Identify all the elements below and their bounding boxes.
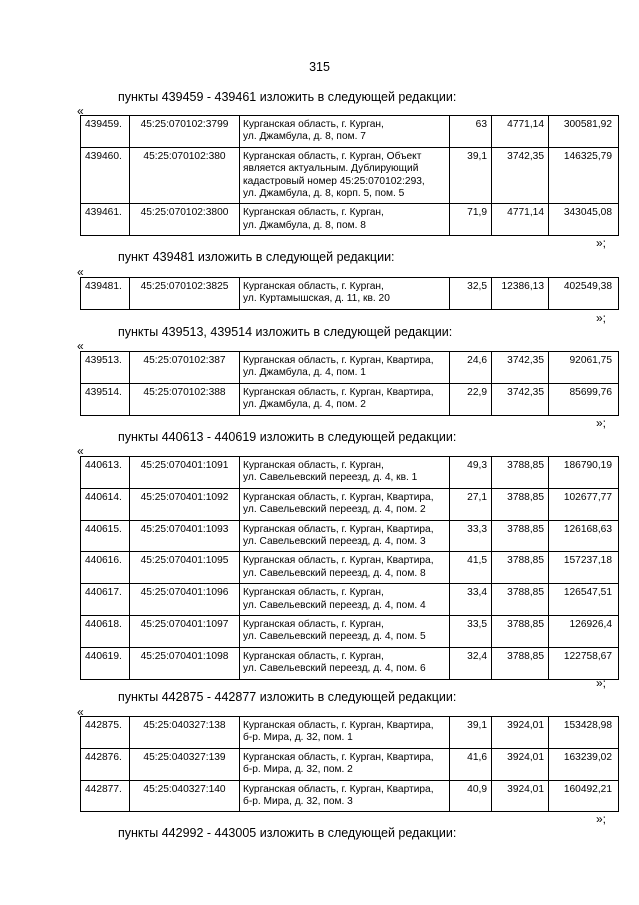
row-number: 440615. — [81, 520, 130, 552]
cadastral-number: 45:25:070401:1098 — [130, 647, 240, 679]
row-number: 439460. — [81, 147, 130, 204]
cadastral-value: 300581,92 — [549, 116, 619, 148]
table-row — [81, 457, 619, 489]
close-quote: »; — [596, 676, 607, 690]
address: Курганская область, г. Курган, Квартира, ул. Савельевский переезд, д. 4, пом. 2 — [240, 488, 450, 520]
table-row — [81, 552, 619, 584]
record-table — [80, 456, 619, 680]
row-number: 439514. — [81, 383, 130, 415]
cadastral-number: 45:25:070401:1096 — [130, 584, 240, 616]
section-heading: пункты 442992 - 443005 изложить в следующей редакции: — [118, 826, 457, 840]
address: Курганская область, г. Курган, Объект является актуальным. Дублирующий кадастровый номер 45:25:070102:293, ул. Джамбула, д. 8, корп. 5, пом. 5 — [240, 147, 450, 204]
open-quote: « — [77, 339, 84, 353]
area: 41,5 — [450, 552, 492, 584]
cadastral-number: 45:25:070401:1097 — [130, 616, 240, 648]
area: 22,9 — [450, 383, 492, 415]
cadastral-value: 146325,79 — [549, 147, 619, 204]
address: Курганская область, г. Курган, ул. Савельевский переезд, д. 4, пом. 6 — [240, 647, 450, 679]
cadastral-number: 45:25:070401:1093 — [130, 520, 240, 552]
row-number: 440617. — [81, 584, 130, 616]
open-quote: « — [77, 104, 84, 118]
record-table — [80, 716, 619, 812]
rate: 12386,13 — [492, 278, 549, 310]
cadastral-number: 45:25:070102:3800 — [130, 204, 240, 236]
cadastral-value: 126926,4 — [549, 616, 619, 648]
section-heading: пункты 439513, 439514 изложить в следующей редакции: — [118, 325, 453, 339]
row-number: 442875. — [81, 717, 130, 749]
table-row — [81, 116, 619, 148]
address: Курганская область, г. Курган, Квартира, ул. Джамбула, д. 4, пом. 1 — [240, 352, 450, 384]
rate: 3924,01 — [492, 717, 549, 749]
cadastral-value: 92061,75 — [549, 352, 619, 384]
area: 27,1 — [450, 488, 492, 520]
row-number: 439513. — [81, 352, 130, 384]
table-row — [81, 147, 619, 204]
area: 71,9 — [450, 204, 492, 236]
table-row — [81, 352, 619, 384]
area: 33,5 — [450, 616, 492, 648]
rate: 3788,85 — [492, 647, 549, 679]
table-row — [81, 584, 619, 616]
rate: 3788,85 — [492, 552, 549, 584]
rate: 4771,14 — [492, 116, 549, 148]
rate: 3924,01 — [492, 780, 549, 812]
cadastral-value: 122758,67 — [549, 647, 619, 679]
record-table — [80, 277, 619, 310]
area: 39,1 — [450, 717, 492, 749]
rate: 4771,14 — [492, 204, 549, 236]
rate: 3742,35 — [492, 147, 549, 204]
record-table — [80, 351, 619, 416]
rate: 3788,85 — [492, 520, 549, 552]
table-row — [81, 780, 619, 812]
cadastral-number: 45:25:040327:139 — [130, 748, 240, 780]
address: Курганская область, г. Курган, Квартира, ул. Савельевский переезд, д. 4, пом. 3 — [240, 520, 450, 552]
cadastral-number: 45:25:070102:388 — [130, 383, 240, 415]
cadastral-value: 153428,98 — [549, 717, 619, 749]
address: Курганская область, г. Курган, ул. Савельевский переезд, д. 4, пом. 4 — [240, 584, 450, 616]
table-row — [81, 748, 619, 780]
area: 49,3 — [450, 457, 492, 489]
cadastral-value: 85699,76 — [549, 383, 619, 415]
cadastral-value: 186790,19 — [549, 457, 619, 489]
cadastral-number: 45:25:070401:1092 — [130, 488, 240, 520]
table-row — [81, 204, 619, 236]
address: Курганская область, г. Курган, Квартира, ул. Савельевский переезд, д. 4, пом. 8 — [240, 552, 450, 584]
open-quote: « — [77, 265, 84, 279]
section-heading: пункты 440613 - 440619 изложить в следующей редакции: — [118, 430, 457, 444]
table-row — [81, 616, 619, 648]
section-heading: пункты 439459 - 439461 изложить в следующей редакции: — [118, 90, 457, 104]
section-heading: пункт 439481 изложить в следующей редакции: — [118, 250, 395, 264]
area: 63 — [450, 116, 492, 148]
close-quote: »; — [596, 236, 607, 250]
table-row — [81, 488, 619, 520]
cadastral-number: 45:25:070401:1095 — [130, 552, 240, 584]
open-quote: « — [77, 444, 84, 458]
cadastral-number: 45:25:070401:1091 — [130, 457, 240, 489]
rate: 3788,85 — [492, 488, 549, 520]
address: Курганская область, г. Курган, ул. Куртамышская, д. 11, кв. 20 — [240, 278, 450, 310]
close-quote: »; — [596, 812, 607, 826]
cadastral-number: 45:25:040327:140 — [130, 780, 240, 812]
address: Курганская область, г. Курган, ул. Джамбула, д. 8, пом. 7 — [240, 116, 450, 148]
cadastral-value: 402549,38 — [549, 278, 619, 310]
cadastral-number: 45:25:070102:3799 — [130, 116, 240, 148]
section-heading: пункты 442875 - 442877 изложить в следующей редакции: — [118, 690, 457, 704]
close-quote: »; — [596, 416, 607, 430]
row-number: 439481. — [81, 278, 130, 310]
row-number: 440616. — [81, 552, 130, 584]
area: 32,4 — [450, 647, 492, 679]
address: Курганская область, г. Курган, ул. Савельевский переезд, д. 4, кв. 1 — [240, 457, 450, 489]
page-number: 315 — [309, 60, 330, 74]
cadastral-number: 45:25:070102:3825 — [130, 278, 240, 310]
cadastral-value: 343045,08 — [549, 204, 619, 236]
row-number: 440614. — [81, 488, 130, 520]
row-number: 440613. — [81, 457, 130, 489]
table-row — [81, 647, 619, 679]
address: Курганская область, г. Курган, Квартира, б-р. Мира, д. 32, пом. 1 — [240, 717, 450, 749]
area: 32,5 — [450, 278, 492, 310]
cadastral-value: 157237,18 — [549, 552, 619, 584]
area: 33,3 — [450, 520, 492, 552]
cadastral-value: 160492,21 — [549, 780, 619, 812]
rate: 3788,85 — [492, 584, 549, 616]
address: Курганская область, г. Курган, Квартира, б-р. Мира, д. 32, пом. 3 — [240, 780, 450, 812]
table-row — [81, 383, 619, 415]
row-number: 439461. — [81, 204, 130, 236]
address: Курганская область, г. Курган, Квартира, ул. Джамбула, д. 4, пом. 2 — [240, 383, 450, 415]
table-row — [81, 278, 619, 310]
cadastral-number: 45:25:070102:380 — [130, 147, 240, 204]
row-number: 442876. — [81, 748, 130, 780]
cadastral-value: 126168,63 — [549, 520, 619, 552]
area: 41,6 — [450, 748, 492, 780]
address: Курганская область, г. Курган, ул. Савельевский переезд, д. 4, пом. 5 — [240, 616, 450, 648]
rate: 3742,35 — [492, 352, 549, 384]
cadastral-value: 126547,51 — [549, 584, 619, 616]
cadastral-value: 102677,77 — [549, 488, 619, 520]
open-quote: « — [77, 705, 84, 719]
row-number: 442877. — [81, 780, 130, 812]
area: 39,1 — [450, 147, 492, 204]
table-row — [81, 717, 619, 749]
address: Курганская область, г. Курган, Квартира, б-р. Мира, д. 32, пом. 2 — [240, 748, 450, 780]
rate: 3924,01 — [492, 748, 549, 780]
rate: 3788,85 — [492, 616, 549, 648]
record-table — [80, 115, 619, 236]
cadastral-value: 163239,02 — [549, 748, 619, 780]
close-quote: »; — [596, 311, 607, 325]
cadastral-number: 45:25:070102:387 — [130, 352, 240, 384]
address: Курганская область, г. Курган, ул. Джамбула, д. 8, пом. 8 — [240, 204, 450, 236]
area: 33,4 — [450, 584, 492, 616]
cadastral-number: 45:25:040327:138 — [130, 717, 240, 749]
area: 24,6 — [450, 352, 492, 384]
row-number: 440618. — [81, 616, 130, 648]
table-row — [81, 520, 619, 552]
row-number: 440619. — [81, 647, 130, 679]
row-number: 439459. — [81, 116, 130, 148]
area: 40,9 — [450, 780, 492, 812]
rate: 3788,85 — [492, 457, 549, 489]
rate: 3742,35 — [492, 383, 549, 415]
